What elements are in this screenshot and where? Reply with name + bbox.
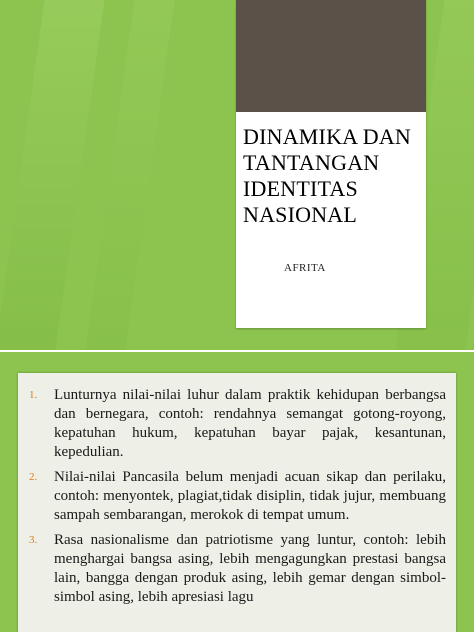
title-line: IDENTITAS xyxy=(243,176,358,201)
numbered-list xyxy=(18,386,456,613)
title-panel xyxy=(236,0,426,328)
title-line: DINAMIKA DAN xyxy=(243,124,412,149)
title-color-bar xyxy=(236,0,426,112)
title-line: TANTANGAN xyxy=(243,150,380,175)
content-slide xyxy=(0,352,474,632)
list-number: 1. xyxy=(29,389,38,401)
list-number: 3. xyxy=(29,534,38,546)
list-item xyxy=(18,468,456,525)
list-item-text: Lunturnya nilai-nilai luhur dalam praktik kehidupan berbangsa dan bernegara, contoh: rendahnya semangat gotong-royong, kepatuhan hukum, kepatuhan bayar pajak, kesantunan, kepedulian. xyxy=(54,387,446,460)
content-panel xyxy=(18,373,456,632)
slide-title xyxy=(243,124,425,228)
decorative-stripe xyxy=(85,0,174,350)
decorative-stripe xyxy=(0,0,105,350)
list-item xyxy=(18,531,456,607)
title-line: NASIONAL xyxy=(243,202,358,227)
author-name: AFRITA xyxy=(284,262,326,274)
list-item-text: Nilai-nilai Pancasila belum menjadi acuan sikap dan perilaku, contoh: menyontek, plagiat,tidak disiplin, tidak jujur, membuang sampah sembarangan, merokok di tempat umum. xyxy=(54,469,446,523)
list-item xyxy=(18,386,456,462)
list-item-text: Rasa nasionalisme dan patriotisme yang luntur, contoh: lebih menghargai bangsa asing, lebih mengagungkan prestasi bangsa lain, bangga dengan produk asing, lebih gemar dengan simbol-simbol asing, lebih apresiasi lagu xyxy=(54,532,446,605)
list-number: 2. xyxy=(29,471,38,483)
